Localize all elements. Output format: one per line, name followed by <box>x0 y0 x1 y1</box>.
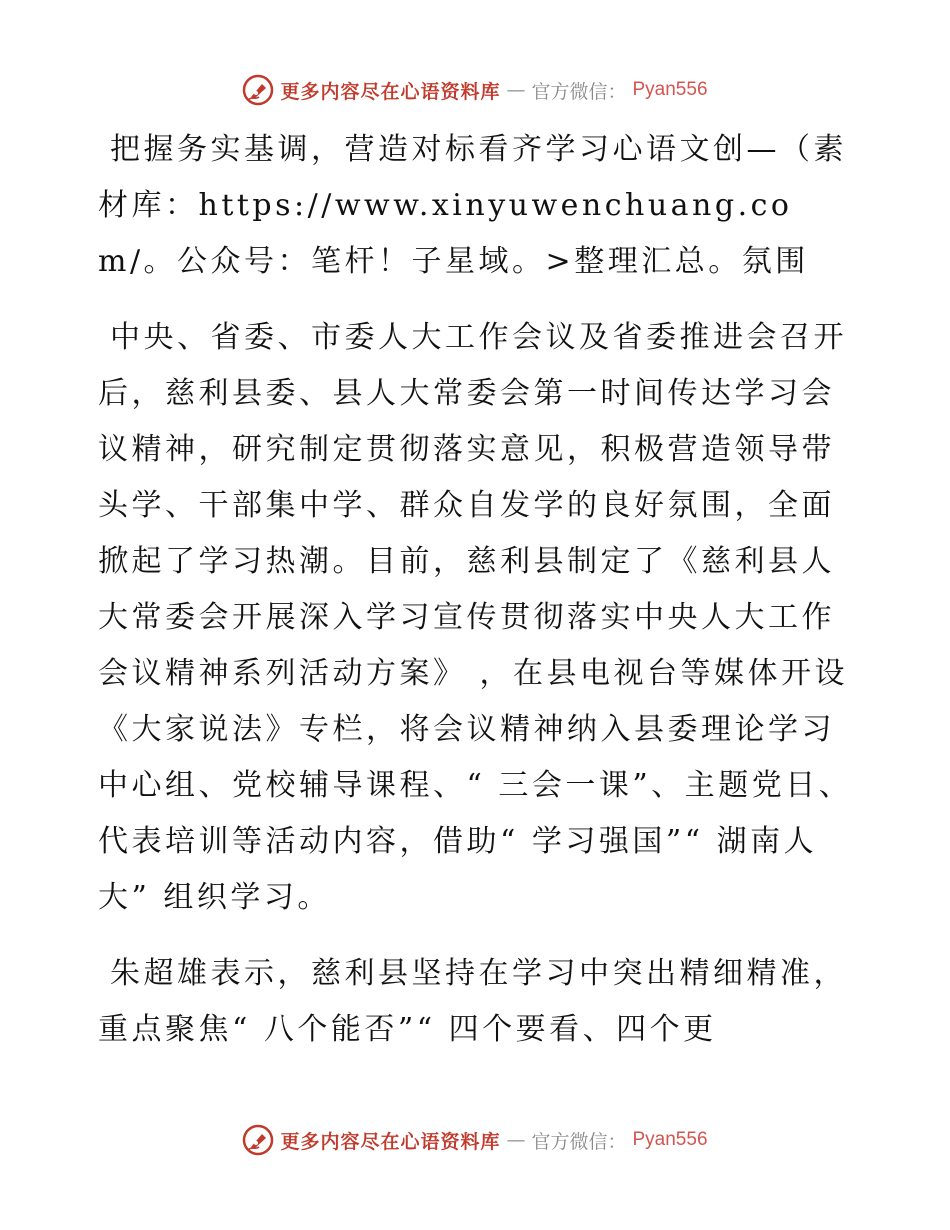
pen-nib-icon <box>242 1124 274 1156</box>
banner-wechat-label: 官方微信： <box>531 1130 627 1153</box>
banner-content <box>242 1124 707 1156</box>
banner-content <box>242 74 707 106</box>
document-body <box>98 122 854 1078</box>
paragraph-main: 中央、省委、市委人大工作会议及省委推进会召开后，慈利县委、县人大常委会第一时间传达学习会议精神，研究制定贯彻落实意见，积极营造领导带头学、干部集中学、群众自发学的良好氛围，全面掀起了学习热潮。目前，慈利县制定了《慈利县人大常委会开展深入学习宣传贯彻落实中央人大工作会议精神系列活动方案》 ，在县电视台等媒体开设《大家说法》专栏，将会议精神纳入县委理论学习中心组、党校辅导课程、“ 三会一课”、主题党日、代表培训等活动内容，借助“ 学习强国”“ 湖南人大” 组织学习。 <box>98 320 853 915</box>
banner-separator: — <box>506 1129 526 1151</box>
header-banner <box>0 70 950 110</box>
banner-wechat-id: Pyan556 <box>632 79 708 100</box>
paragraph-continued: 朱超雄表示，慈利县坚持在学习中突出精细精准，重点聚焦“ 八个能否”“ 四个要看、四个更 <box>98 956 847 1047</box>
pen-nib-icon <box>242 74 274 106</box>
banner-brand-text: 更多内容尽在心语资料库 <box>280 1130 501 1153</box>
paragraph-title: 把握务实基调，营造对标看齐学习心语文创—（素材库：https://www.xinyuwenchuang.com/。公众号：笔杆！子星域。>整理汇总。氛围 <box>98 132 847 279</box>
footer-banner <box>0 1120 950 1160</box>
banner-separator: — <box>506 79 526 101</box>
banner-wechat-id: Pyan556 <box>632 1129 708 1150</box>
banner-wechat-label: 官方微信： <box>531 80 627 103</box>
banner-brand-text: 更多内容尽在心语资料库 <box>280 80 501 103</box>
